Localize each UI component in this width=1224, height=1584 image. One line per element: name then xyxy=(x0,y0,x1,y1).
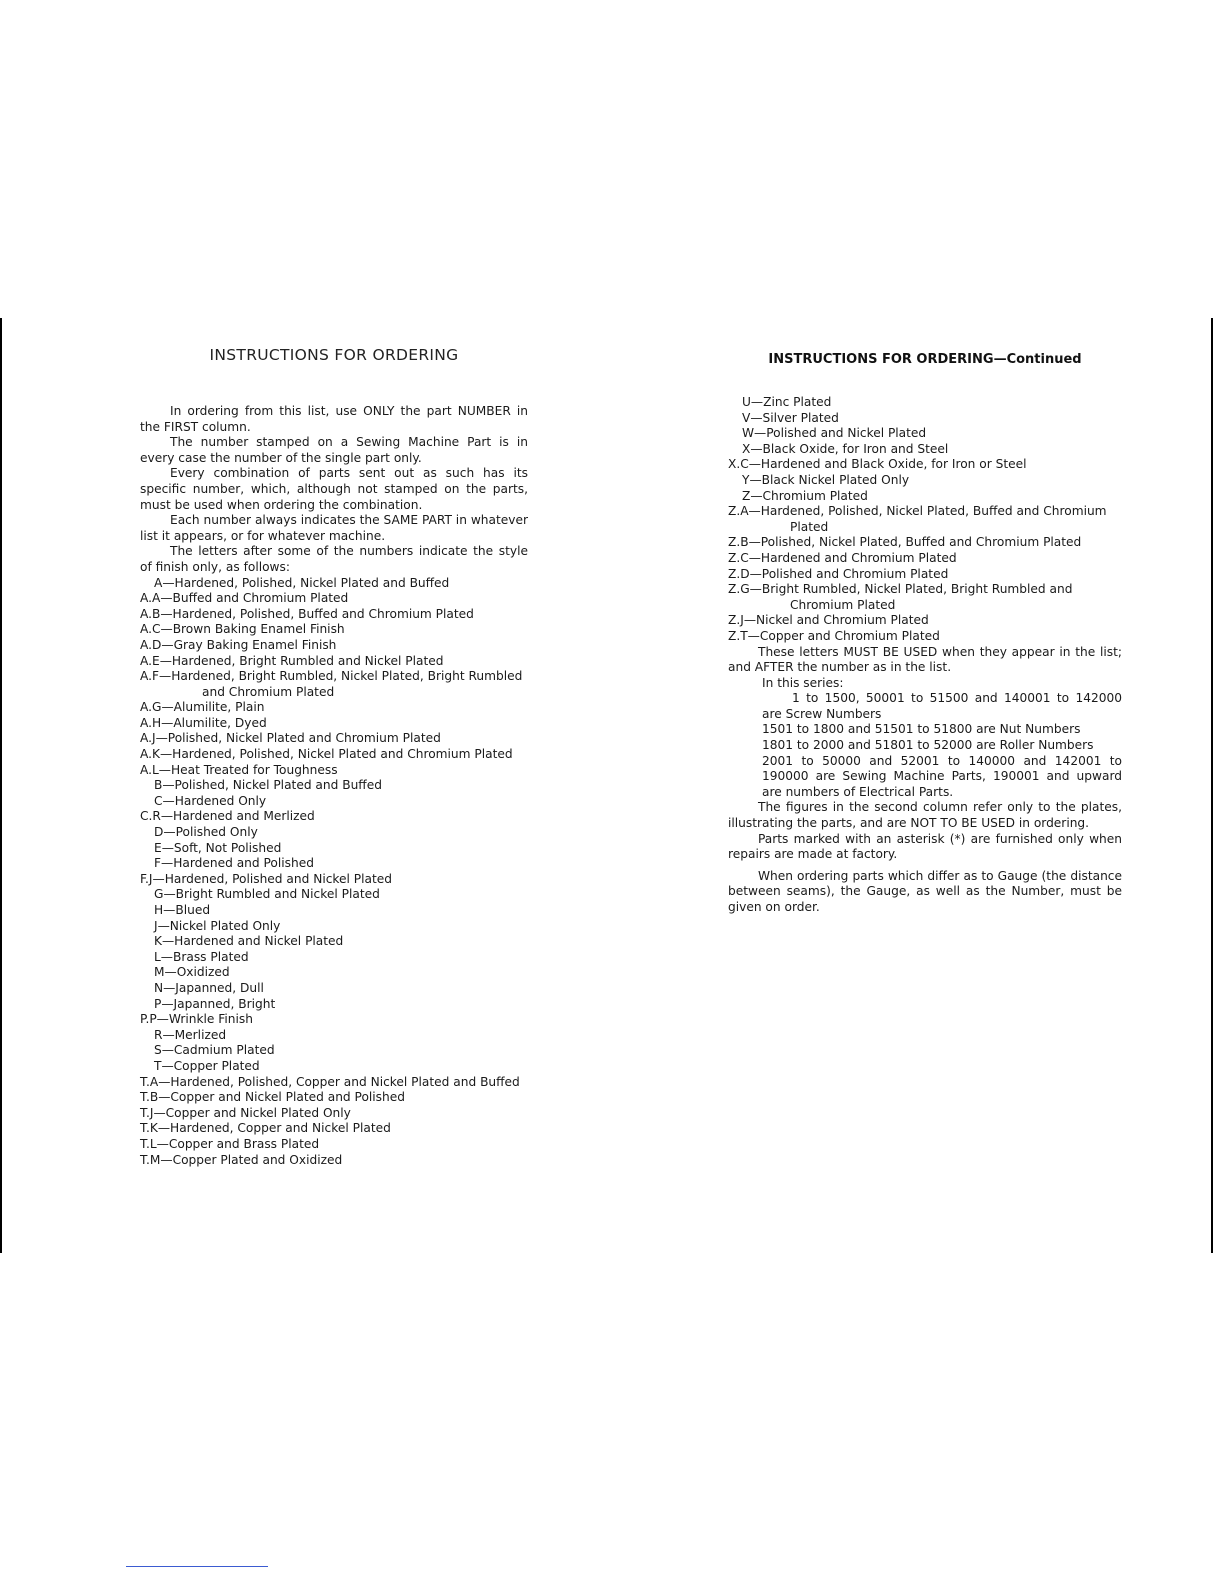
finish-code: Z.D—Polished and Chromium Plated xyxy=(728,566,949,581)
finish-code: M—Oxidized xyxy=(154,965,230,980)
intro-paragraph-4: Each number always indicates the SAME PART in whatever list it appears, or for whatever machine. xyxy=(140,513,528,543)
series-list xyxy=(728,691,1122,800)
intro-paragraph-3: Every combination of parts sent out as such has its specific number, which, although not stamped on the parts, must be used when ordering the combination. xyxy=(140,466,528,512)
finish-code: A.K—Hardened, Polished, Nickel Plated and Chromium Plated xyxy=(140,747,513,762)
finish-code: T—Copper Plated xyxy=(154,1058,260,1073)
finish-code: A.F—Hardened, Bright Rumbled, Nickel Plated, Bright Rumbled xyxy=(140,669,523,684)
finish-code: Z.A—Hardened, Polished, Nickel Plated, Buffed and Chromium xyxy=(728,504,1107,519)
za-continuation: Plated xyxy=(790,519,829,534)
intro-paragraph-5: The letters after some of the numbers indicate the style of finish only, as follows: xyxy=(140,544,528,574)
finish-code: A.C—Brown Baking Enamel Finish xyxy=(140,622,345,637)
finish-code: D—Polished Only xyxy=(154,825,258,840)
finish-code: B—Polished, Nickel Plated and Buffed xyxy=(154,778,382,793)
finish-code: C—Hardened Only xyxy=(154,793,267,808)
finish-code: L—Brass Plated xyxy=(154,949,249,964)
asterisk-note: Parts marked with an asterisk (*) are furnished only when repairs are made at factory. xyxy=(728,831,1122,862)
bottom-underline xyxy=(126,1566,268,1567)
finish-code-continuation xyxy=(728,520,1122,536)
series-intro: In this series: xyxy=(762,675,844,690)
finish-code: A—Hardened, Polished, Nickel Plated and Buffed xyxy=(154,575,450,590)
finish-code: R—Merlized xyxy=(154,1027,227,1042)
finish-code: J—Nickel Plated Only xyxy=(154,918,281,933)
finish-code-list-left xyxy=(140,576,528,1169)
intro-paragraph-2: The number stamped on a Sewing Machine Part is in every case the number of the single part only. xyxy=(140,435,528,465)
letters-note: These letters MUST BE USED when they appear in the list; and AFTER the number as in the list. xyxy=(728,644,1122,675)
finish-code: A.H—Alumilite, Dyed xyxy=(140,715,267,730)
finish-code: A.D—Gray Baking Enamel Finish xyxy=(140,637,337,652)
finish-code: H—Blued xyxy=(154,903,211,917)
left-page xyxy=(140,346,528,1168)
finish-code: T.B—Copper and Nickel Plated and Polished xyxy=(140,1090,405,1105)
zg-continuation: Chromium Plated xyxy=(790,597,896,612)
finish-code: G—Bright Rumbled and Nickel Plated xyxy=(154,887,380,902)
finish-code: Z.G—Bright Rumbled, Nickel Plated, Bright Rumbled and xyxy=(728,582,1073,597)
finish-code: A.A—Buffed and Chromium Plated xyxy=(140,591,349,606)
finish-code: T.A—Hardened, Polished, Copper and Nickel Plated and Buffed xyxy=(140,1074,520,1089)
left-page-edge xyxy=(0,318,2,1253)
finish-code-continuation xyxy=(728,598,1122,614)
finish-code: A.G—Alumilite, Plain xyxy=(140,700,265,715)
finish-code: P—Japanned, Bright xyxy=(154,996,276,1011)
finish-code: T.L—Copper and Brass Plated xyxy=(140,1136,320,1151)
finish-code-list-right xyxy=(728,395,1122,645)
finish-code: Z.B—Polished, Nickel Plated, Buffed and Chromium Plated xyxy=(728,535,1082,550)
finish-code: Z.T—Copper and Chromium Plated xyxy=(728,628,940,643)
right-page-title: INSTRUCTIONS FOR ORDERING—Continued xyxy=(768,352,1082,367)
finish-code: A.B—Hardened, Polished, Buffed and Chromium Plated xyxy=(140,606,474,621)
finish-code: K—Hardened and Nickel Plated xyxy=(154,934,344,949)
finish-code-continuation xyxy=(140,685,528,701)
finish-code: U—Zinc Plated xyxy=(742,395,832,409)
finish-code: A.L—Heat Treated for Toughness xyxy=(140,762,338,777)
right-page-edge xyxy=(1211,318,1213,1253)
finish-code: Y—Black Nickel Plated Only xyxy=(742,472,910,487)
finish-code: V—Silver Plated xyxy=(742,410,839,425)
finish-code: Z—Chromium Plated xyxy=(742,488,868,503)
finish-code: W—Polished and Nickel Plated xyxy=(742,426,927,441)
finish-code: A.E—Hardened, Bright Rumbled and Nickel Plated xyxy=(140,653,444,668)
af-continuation: and Chromium Plated xyxy=(202,684,335,699)
finish-code: Z.J—Nickel and Chromium Plated xyxy=(728,613,929,628)
finish-code: E—Soft, Not Polished xyxy=(154,840,282,855)
finish-code: N—Japanned, Dull xyxy=(154,980,264,995)
finish-code: T.K—Hardened, Copper and Nickel Plated xyxy=(140,1121,391,1136)
finish-code: F—Hardened and Polished xyxy=(154,856,314,871)
finish-code: S—Cadmium Plated xyxy=(154,1043,275,1058)
left-page-title: INSTRUCTIONS FOR ORDERING xyxy=(209,346,459,364)
series-nut-numbers: 1501 to 1800 and 51501 to 51800 are Nut Numbers xyxy=(762,722,1081,737)
finish-code: Z.C—Hardened and Chromium Plated xyxy=(728,550,957,565)
plates-note: The figures in the second column refer only to the plates, illustrating the parts, and are NOT TO BE USED in ordering. xyxy=(728,800,1122,831)
intro-paragraph-1: In ordering from this list, use ONLY the part NUMBER in the FIRST column. xyxy=(140,404,528,434)
series-screw-numbers: 1 to 1500, 50001 to 51500 and 140001 to 142000 are Screw Numbers xyxy=(762,691,1122,721)
right-page xyxy=(728,352,1122,916)
finish-code: F.J—Hardened, Polished and Nickel Plated xyxy=(140,871,393,886)
finish-code: X.C—Hardened and Black Oxide, for Iron or Steel xyxy=(728,457,1027,472)
finish-code: P.P—Wrinkle Finish xyxy=(140,1012,253,1027)
finish-code: A.J—Polished, Nickel Plated and Chromium Plated xyxy=(140,731,441,746)
finish-code: C.R—Hardened and Merlized xyxy=(140,809,315,824)
gauge-note: When ordering parts which differ as to Gauge (the distance between seams), the Gauge, as well as the Number, must be given on order. xyxy=(728,868,1122,914)
finish-code: T.M—Copper Plated and Oxidized xyxy=(140,1152,343,1167)
finish-code: X—Black Oxide, for Iron and Steel xyxy=(742,441,949,456)
finish-code: T.J—Copper and Nickel Plated Only xyxy=(140,1105,351,1120)
series-roller-numbers: 1801 to 2000 and 51801 to 52000 are Roller Numbers xyxy=(762,738,1094,753)
series-machine-parts: 2001 to 50000 and 52001 to 140000 and 142001 to 190000 are Sewing Machine Parts, 190001 and upward are numbers of Electrical Parts. xyxy=(762,753,1122,799)
